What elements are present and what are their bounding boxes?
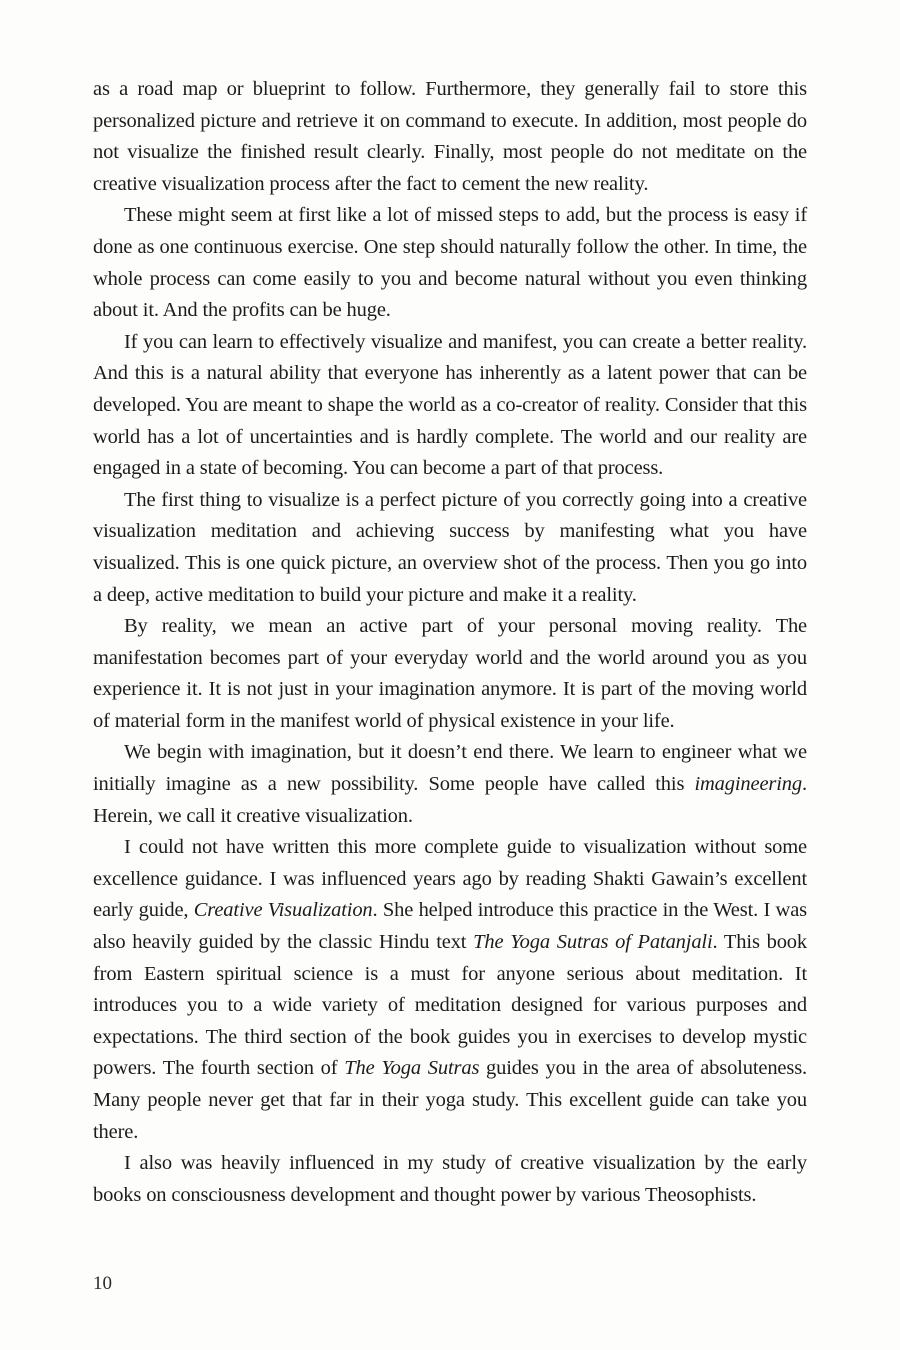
- italic-text-run: The Yoga Sutras of Patanjali: [473, 931, 713, 954]
- text-run: We begin with imagination, but it doesn’t end there. We learn to engineer what we initially imagine as a new possibility. Some people have called this: [93, 741, 807, 796]
- paragraph: [93, 327, 807, 485]
- paragraph: [93, 74, 807, 200]
- body-text: [93, 74, 807, 1211]
- text-run: By reality, we mean an active part of your personal moving reality. The manifestation becomes part of your everyday world and the world around you as you experience it. It is not just in your imagination anymore. It is part of the moving world of material form in the manifest world of physical existence in your life.: [93, 615, 807, 732]
- paragraph: [93, 200, 807, 326]
- paragraph: [93, 832, 807, 1148]
- text-run: I also was heavily influenced in my study of creative visualization by the early books on consciousness development and thought power by various Theosophists.: [93, 1152, 807, 1206]
- paragraph: [93, 485, 807, 611]
- text-run: If you can learn to effectively visualize and manifest, you can create a better reality. And this is a natural ability that everyone has inherently as a latent power that can be developed. You are meant to shape the world as a co-creator of reality. Consider that this world has a lot of uncertainties and is hardly complete. The world and our reality are engaged in a state of becoming. You can become a part of that process.: [93, 330, 807, 480]
- italic-text-run: imagineering: [694, 773, 803, 796]
- text-run: . Herein, we call it creative visualization.: [93, 773, 807, 827]
- italic-text-run: Creative Visualization: [193, 899, 373, 922]
- text-run: These might seem at first like a lot of missed steps to add, but the process is easy if done as one continuous exercise. One step should naturally follow the other. In time, the whole process can come easily to you and become natural without you even thinking about it. And the profits can be huge.: [93, 204, 807, 322]
- text-run: I could not have written this more complete guide to visualization without some excellence guidance. I was influenced years ago by reading Shakti Gawain’s excellent early guide,: [93, 836, 807, 922]
- italic-text-run: The Yoga Sutras: [344, 1057, 480, 1080]
- text-run: . She helped introduce this practice in the West. I was also heavily guided by the classic Hindu text: [93, 899, 807, 954]
- text-run: . This book from Eastern spiritual science is a must for anyone serious about meditation. It introduces you to a wide variety of meditation designed for various purposes and expectations. The third section of the book guides you in exercises to develop mystic powers. The fourth section of: [93, 931, 807, 1080]
- paragraph: [93, 611, 807, 737]
- paragraph: [93, 1148, 807, 1211]
- text-run: as a road map or blueprint to follow. Furthermore, they generally fail to store this personalized picture and retrieve it on command to execute. In addition, most people do not visualize the finished result clearly. Finally, most people do not meditate on the creative visualization process after the fact to cement the new reality.: [93, 78, 807, 195]
- page-number: 10: [93, 1273, 112, 1294]
- text-run: guides you in the area of absoluteness. Many people never get that far in their yoga study. This excellent guide can take you there.: [93, 1057, 808, 1143]
- paragraph: [93, 737, 807, 832]
- text-run: The first thing to visualize is a perfect picture of you correctly going into a creative visualization meditation and achieving success by manifesting what you have visualized. This is one quick picture, an overview shot of the process. Then you go into a deep, active meditation to build your picture and make it a reality.: [93, 488, 807, 606]
